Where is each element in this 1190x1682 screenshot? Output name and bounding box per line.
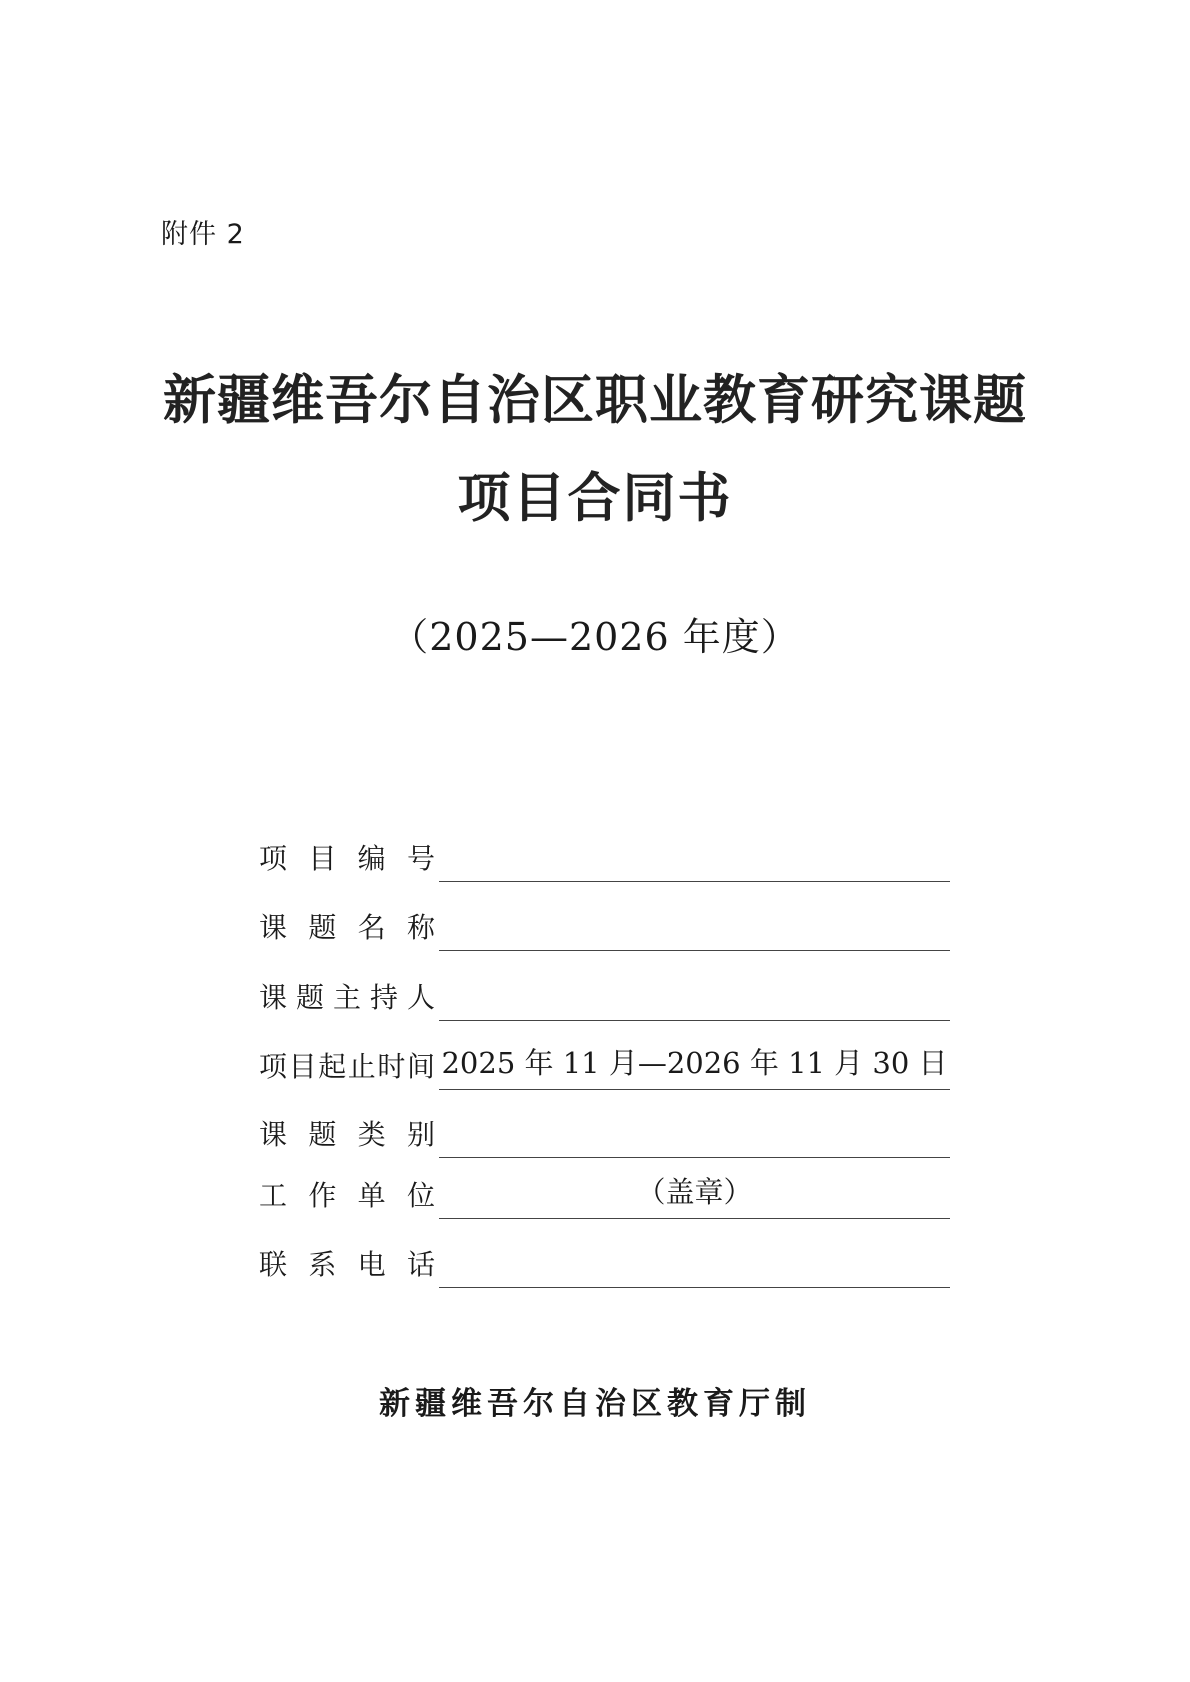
period-field[interactable]: 2025 年 11 月—2026 年 11 月 30 日	[439, 1045, 950, 1090]
form-label-char: 项	[259, 1050, 288, 1083]
form-label-char: 人	[406, 981, 435, 1014]
form-label	[259, 837, 435, 877]
form-label-char: 位	[406, 1179, 435, 1212]
form-label-char: 课	[259, 981, 288, 1014]
form-label-char: 持	[369, 981, 398, 1014]
form-label-char: 目	[288, 1050, 317, 1083]
form-label	[259, 976, 435, 1016]
form-label	[259, 1113, 435, 1153]
form-label-char: 题	[295, 981, 324, 1014]
form-label-char: 工	[259, 1179, 288, 1212]
issuer-footer: 新疆维吾尔自治区教育厅制	[379, 1386, 811, 1422]
form-label-char: 单	[357, 1179, 386, 1212]
form-label-char: 项	[259, 842, 288, 875]
form-label-char: 止	[347, 1050, 376, 1083]
form-label-char: 课	[259, 1118, 288, 1151]
host-field[interactable]	[439, 976, 950, 1021]
form-label-char: 话	[406, 1248, 435, 1281]
form-label-char: 目	[308, 842, 337, 875]
form-label-char: 主	[332, 981, 361, 1014]
form-label-char: 称	[406, 911, 435, 944]
form-label-char: 别	[406, 1118, 435, 1151]
form-label-char: 联	[259, 1248, 288, 1281]
form-label-char: 间	[406, 1050, 435, 1083]
form-label-char: 系	[308, 1248, 337, 1281]
phone-field[interactable]	[439, 1243, 950, 1288]
form-label-char: 题	[308, 1118, 337, 1151]
work-unit-field[interactable]: （盖章）	[439, 1174, 950, 1219]
topic-name-field[interactable]	[439, 906, 950, 951]
form-label-char: 题	[308, 911, 337, 944]
form-label-char: 时	[377, 1050, 406, 1083]
form-label-char: 电	[357, 1248, 386, 1281]
form-label-char: 名	[357, 911, 386, 944]
form-label	[259, 1243, 435, 1283]
document-title: 新疆维吾尔自治区职业教育研究课题	[163, 369, 1027, 431]
form-label-char: 课	[259, 911, 288, 944]
form-row-host	[259, 976, 959, 1036]
form-label-char: 号	[406, 842, 435, 875]
form-label-char: 类	[357, 1118, 386, 1151]
form-label	[259, 1045, 435, 1085]
form-label	[259, 906, 435, 946]
fiscal-year: （2025—2026 年度）	[390, 615, 800, 659]
category-field[interactable]	[439, 1113, 950, 1158]
form-row-phone	[259, 1243, 959, 1303]
form-label	[259, 1174, 435, 1214]
form-label-char: 作	[308, 1179, 337, 1212]
form-row-work-unit	[259, 1174, 959, 1234]
project-number-field[interactable]	[439, 837, 950, 882]
form-row-category	[259, 1113, 959, 1173]
form-row-period	[259, 1045, 959, 1105]
form-row-project-number	[259, 837, 959, 897]
form-label-char: 编	[357, 842, 386, 875]
attachment-label: 附件 2	[161, 219, 245, 250]
form-row-topic-name	[259, 906, 959, 966]
document-subtitle: 项目合同书	[457, 467, 733, 529]
form-label-char: 起	[318, 1050, 347, 1083]
